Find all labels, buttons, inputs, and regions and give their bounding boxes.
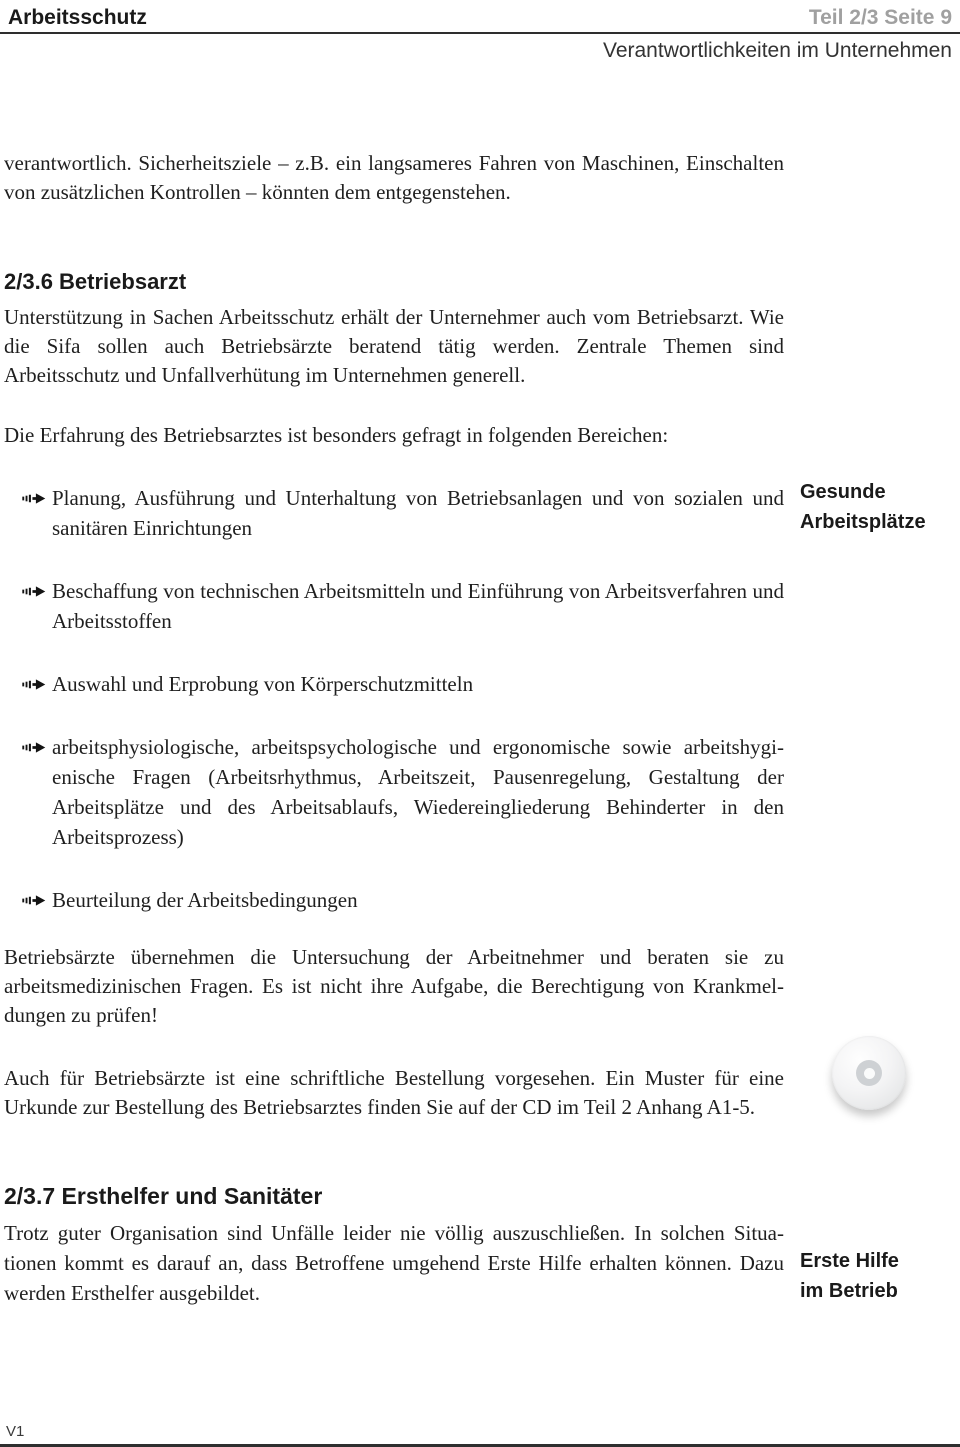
section-heading-betriebsarzt: 2/3.6 Betriebsarzt [4,269,187,294]
list-item [4,669,784,699]
list-item [4,885,784,915]
list-item-text: Planung, Ausführung und Unterhaltung von Betriebsanlagen und von sozialen und sanitären Einrichtungen [52,486,784,540]
experience-areas-list [4,483,784,915]
list-item-text: Beschaffung von technischen Arbeitsmitteln und Einführung von Arbeitsverfahren und Arbeitsstoffen [52,579,784,633]
margin-note-line: Erste Hilfe [800,1250,899,1272]
arrow-dashes-right-icon [22,740,47,755]
doc-title: Arbeitsschutz [8,6,147,29]
chapter-subtitle: Verantwortlichkeiten im Unternehmen [602,39,952,62]
list-item [4,732,784,852]
version-label: V1 [6,1423,25,1440]
list-item-text: arbeitsphysiologische, arbeitspsychologische und ergonomische sowie arbeitshygienische Fragen (Arbeitsrhythmus, Arbeitszeit, Pausenregelung, Gestaltung der Arbeitsplätze und des Arbeitsablaufs, Wiedereingliederung Behinderter in den Arbeitsprozess) [52,735,784,849]
main-text-column [4,149,784,1308]
arrow-dashes-right-icon [22,893,47,908]
page-reference: Teil 2/3 Seite 9 [808,6,952,29]
arrow-dashes-right-icon [22,491,47,506]
paragraph: Trotz guter Organisation sind Unfälle leider nie völlig auszuschließen. In solchen Situationen kommt es darauf an, dass Betroffene umgehend Erste Hilfe erhalten können. Dazu werden Ersthelfer ausgebildet. [4,1221,784,1305]
margin-note-gesunde-arbeitsplaetze [800,477,955,537]
arrow-dashes-right-icon [22,584,47,599]
page-header [0,0,960,34]
paragraph: Auch für Betriebsärzte ist eine schriftliche Bestellung vorgesehen. Ein Muster für eine Urkunde zur Bestellung des Betriebsarztes finden Sie auf der CD im Teil 2 Anhang A1-5. [4,1066,784,1119]
cd-hub [856,1060,882,1086]
margin-note-erste-hilfe [800,1246,955,1306]
list-item [4,483,784,543]
cd-hole [864,1068,875,1079]
margin-note-line: Arbeitsplätze [800,511,926,533]
paragraph: Unterstützung in Sachen Arbeitsschutz erhält der Unternehmer auch vom Betriebsarzt. Wie die Sifa sollen auch Betriebsärzte beratend tätig werden. Zentrale Themen sind Arbeitsschutz und Unfallverhütung im Unternehmen generell. [4,305,784,387]
list-item [4,576,784,636]
section-heading-ersthelfer: 2/3.7 Ersthelfer und Sanitäter [4,1183,323,1209]
arrow-dashes-right-icon [22,677,47,692]
margin-note-line: im Betrieb [800,1280,898,1302]
paragraph: Betriebsärzte übernehmen die Untersuchung der Arbeitnehmer und beraten sie zu arbeitsmedizinischen Fragen. Es ist nicht ihre Aufgabe, die Berechtigung von Krankmeldungen zu prüfen! [4,945,784,1027]
cd-disc-icon [832,1036,906,1110]
intro-paragraph: verantwortlich. Sicherheitsziele – z.B. ein langsameres Fahren von Maschinen, Einschalten von zusätzlichen Kontrollen – könnten dem entgegenstehen. [4,151,784,204]
margin-note-line: Gesunde [800,481,886,503]
list-item-text: Beurteilung der Arbeitsbedingungen [52,888,358,912]
list-item-text: Auswahl und Erprobung von Körperschutzmitteln [52,672,474,696]
paragraph: Die Erfahrung des Betriebsarztes ist besonders gefragt in folgenden Bereichen: [4,423,669,447]
